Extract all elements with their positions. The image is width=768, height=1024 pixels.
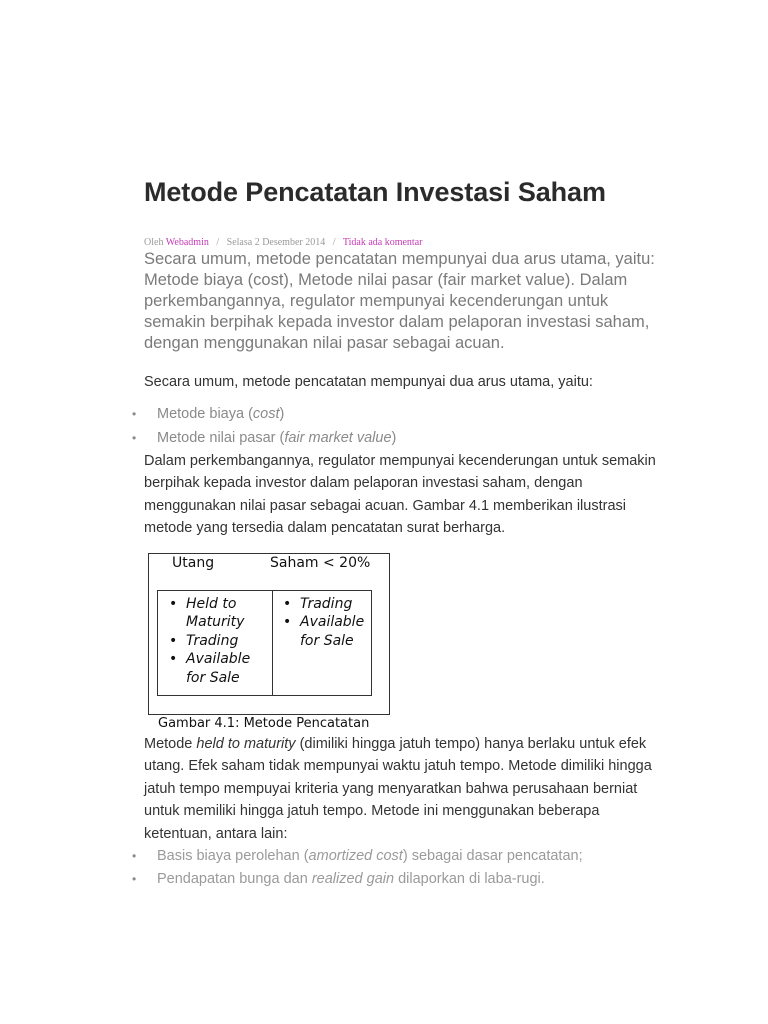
paragraph-intro: Secara umum, metode pencatatan mempunyai dua arus utama, yaitu: xyxy=(144,374,593,390)
list-item: • Basis biaya perolehan (amortized cost) sebagai dasar pencatatan; xyxy=(144,845,668,868)
bullet-icon: • xyxy=(132,849,137,863)
article-title: Metode Pencatatan Investasi Saham xyxy=(144,177,606,207)
list-item: • Available for Sale xyxy=(169,651,251,686)
meta-date: Selasa 2 Desember 2014 xyxy=(226,237,326,248)
article xyxy=(132,172,668,890)
figure-methods-diagram xyxy=(148,553,390,715)
figure-caption: Gambar 4.1: Metode Pencatatan xyxy=(158,715,370,731)
figure-header-utang: Utang xyxy=(172,554,215,571)
list-item: • Pendapatan bunga dan realized gain dilaporkan di laba-rugi. xyxy=(144,868,668,891)
list-item: • Held to Maturity xyxy=(169,595,245,630)
meta-separator: / xyxy=(332,237,336,248)
figure-list-utang xyxy=(162,595,250,688)
list-item: • Metode biaya (cost) xyxy=(144,402,668,426)
provision-list xyxy=(132,845,668,890)
bullet-icon: • xyxy=(132,430,137,445)
meta-separator: / xyxy=(216,237,220,248)
comments-link[interactable]: Tidak ada komentar xyxy=(342,237,423,248)
list-item: • Available for Sale xyxy=(283,614,365,649)
method-list xyxy=(132,402,668,450)
list-item: • Metode nilai pasar (fair market value) xyxy=(144,426,668,450)
author-link[interactable]: Webadmin xyxy=(165,237,209,248)
figure-header-saham: Saham < 20% xyxy=(270,554,371,571)
figure-table xyxy=(157,590,372,696)
meta-by-prefix: Oleh xyxy=(144,237,164,248)
article-lead: Secara umum, metode pencatatan mempunyai dua arus utama, yaitu: Metode biaya (cost), Metode nilai pasar (fair market value). Dalam perkembangannya, regulator mempunyai kecenderungan untuk semakin berpihak kepada investor dalam pelaporan investasi saham, dengan menggunakan nilai pasar sebagai acuan. xyxy=(144,250,655,352)
bullet-icon: • xyxy=(132,871,137,886)
bullet-icon: • xyxy=(132,406,137,421)
list-item: • Trading xyxy=(283,595,353,612)
list-item: • Trading xyxy=(169,632,239,649)
paragraph-held-to-maturity: Metode held to maturity (dimiliki hingga jatuh tempo) hanya berlaku untuk efek utang. Efek saham tidak mempunyai waktu jatuh tempo. Metode dimiliki hingga jatuh tempo mempuyai kriteria yang menyaratkan bahwa perusahaan berniat untuk memiliki hingga jatuh tempo. Metode ini menggunakan beberapa ketentuan, antara lain: xyxy=(144,735,652,842)
paragraph-development: Dalam perkembangannya, regulator mempunyai kecenderungan untuk semakin berpihak kepada investor dalam pelaporan investasi saham, dengan menggunakan nilai pasar sebagai acuan. Gambar 4.1 memberikan ilustrasi metode yang tersedia dalam pencatatan surat berharga. xyxy=(144,452,656,536)
figure-divider xyxy=(272,591,273,695)
article-meta xyxy=(144,237,668,249)
figure-list-saham xyxy=(276,595,364,651)
